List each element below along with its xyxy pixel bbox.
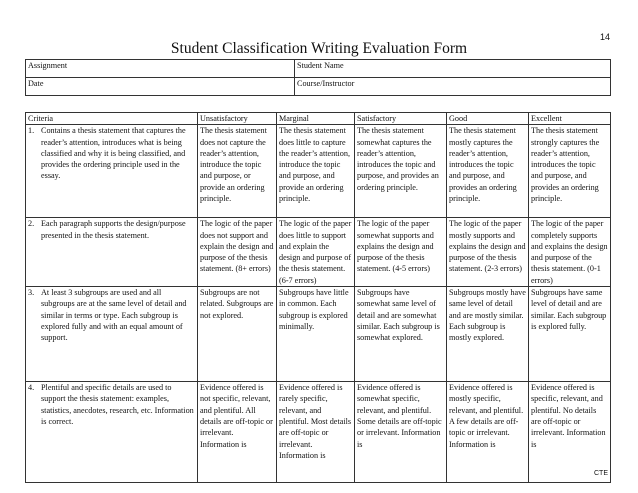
unsatisfactory-cell: The logic of the paper does not support and explain the design and purpose of the thesis statement. (8+ errors) (198, 218, 277, 287)
student-name-field: Student Name (295, 60, 611, 78)
criteria-number: 4. (28, 383, 35, 393)
header-unsatisfactory: Unsatisfactory (198, 113, 277, 125)
criteria-cell (26, 125, 198, 218)
criteria-number: 3. (28, 288, 35, 298)
unsatisfactory-cell: Evidence offered is not specific, relevant, and plentiful. All details are off-topic or irrelevant. Information is (198, 382, 277, 483)
good-cell: The thesis statement mostly captures the reader’s attention, introduces the topic and purpose, and provides an ordering principle. (447, 125, 529, 218)
marginal-cell: Subgroups have little in common. Each subgroup is explored minimally. (277, 287, 355, 382)
criteria-text: Contains a thesis statement that captures the reader’s attention, introduces what is being classified and why it is being classified, and provides the ordering principle used in the essay. (41, 126, 186, 181)
footer-label: CTE (594, 470, 608, 477)
good-cell: The logic of the paper mostly supports and explains the design and purpose of the thesis statement. (2-3 errors) (447, 218, 529, 287)
excellent-cell: Evidence offered is specific, relevant, and plentiful. No details are off-topic or irrelevant. Information is (529, 382, 611, 483)
criteria-cell (26, 287, 198, 382)
marginal-cell: Evidence offered is rarely specific, relevant, and plentiful. Most details are off-topic or irrelevant. Information is (277, 382, 355, 483)
date-field: Date (26, 78, 295, 96)
assignment-field: Assignment (26, 60, 295, 78)
header-excellent: Excellent (529, 113, 611, 125)
course-instructor-field: Course/Instructor (295, 78, 611, 96)
satisfactory-cell: The logic of the paper somewhat supports and explains the design and purpose of the thesis statement. (4-5 errors) (355, 218, 447, 287)
header-satisfactory: Satisfactory (355, 113, 447, 125)
satisfactory-cell: Evidence offered is somewhat specific, relevant, and plentiful. Some details are off-topic or irrelevant. Information is (355, 382, 447, 483)
form-title: Student Classification Writing Evaluation Form (170, 40, 468, 57)
header-criteria: Criteria (26, 113, 198, 125)
criteria-text: Plentiful and specific details are used to support the thesis statement: examples, statistics, anecdotes, research, etc. Information is correct. (41, 383, 194, 426)
good-cell: Evidence offered is mostly specific, relevant, and plentiful. A few details are off-topic or irrelevant. Information is (447, 382, 529, 483)
header-marginal: Marginal (277, 113, 355, 125)
criteria-number: 1. (28, 126, 35, 136)
table-row (26, 287, 611, 382)
table-row (26, 218, 611, 287)
criteria-text: Each paragraph supports the design/purpose presented in the thesis statement. (41, 219, 186, 240)
rubric-table (25, 112, 611, 483)
page-number: 14 (600, 32, 611, 42)
excellent-cell: Subgroups have same level of detail and are similar. Each subgroup is explored fully. (529, 287, 611, 382)
satisfactory-cell: Subgroups have somewhat same level of detail and are somewhat similar. Each subgroup is somewhat explored. (355, 287, 447, 382)
satisfactory-cell: The thesis statement somewhat captures the reader’s attention, introduces the topic and purpose, and provides an ordering principle. (355, 125, 447, 218)
table-row (26, 125, 611, 218)
table-row (26, 382, 611, 483)
rubric-header-row (26, 113, 611, 125)
marginal-cell: The thesis statement does little to capture the reader’s attention, introduce the topic and purpose, and provide an ordering principle. (277, 125, 355, 218)
criteria-cell (26, 218, 198, 287)
unsatisfactory-cell: The thesis statement does not capture the reader’s attention, introduce the topic and purpose, or provide an ordering principle. (198, 125, 277, 218)
marginal-cell: The logic of the paper does little to support and explain the design and purpose of the thesis statement. (6-7 errors) (277, 218, 355, 287)
excellent-cell: The logic of the paper completely supports and explains the design and purpose of the thesis statement. (0-1 errors) (529, 218, 611, 287)
excellent-cell: The thesis statement strongly captures the reader’s attention, introduces the topic and purpose, and provides an ordering principle. (529, 125, 611, 218)
criteria-text: At least 3 subgroups are used and all subgroups are at the same level of detail and similar in terms or type. Each subgroup is explored fully and with an equal amount of support. (41, 288, 187, 343)
criteria-number: 2. (28, 219, 35, 229)
unsatisfactory-cell: Subgroups are not related. Subgroups are not explored. (198, 287, 277, 382)
info-table (25, 59, 611, 96)
header-good: Good (447, 113, 529, 125)
criteria-cell (26, 382, 198, 483)
good-cell: Subgroups mostly have same level of detail and are mostly similar. Each subgroup is mostly explored. (447, 287, 529, 382)
